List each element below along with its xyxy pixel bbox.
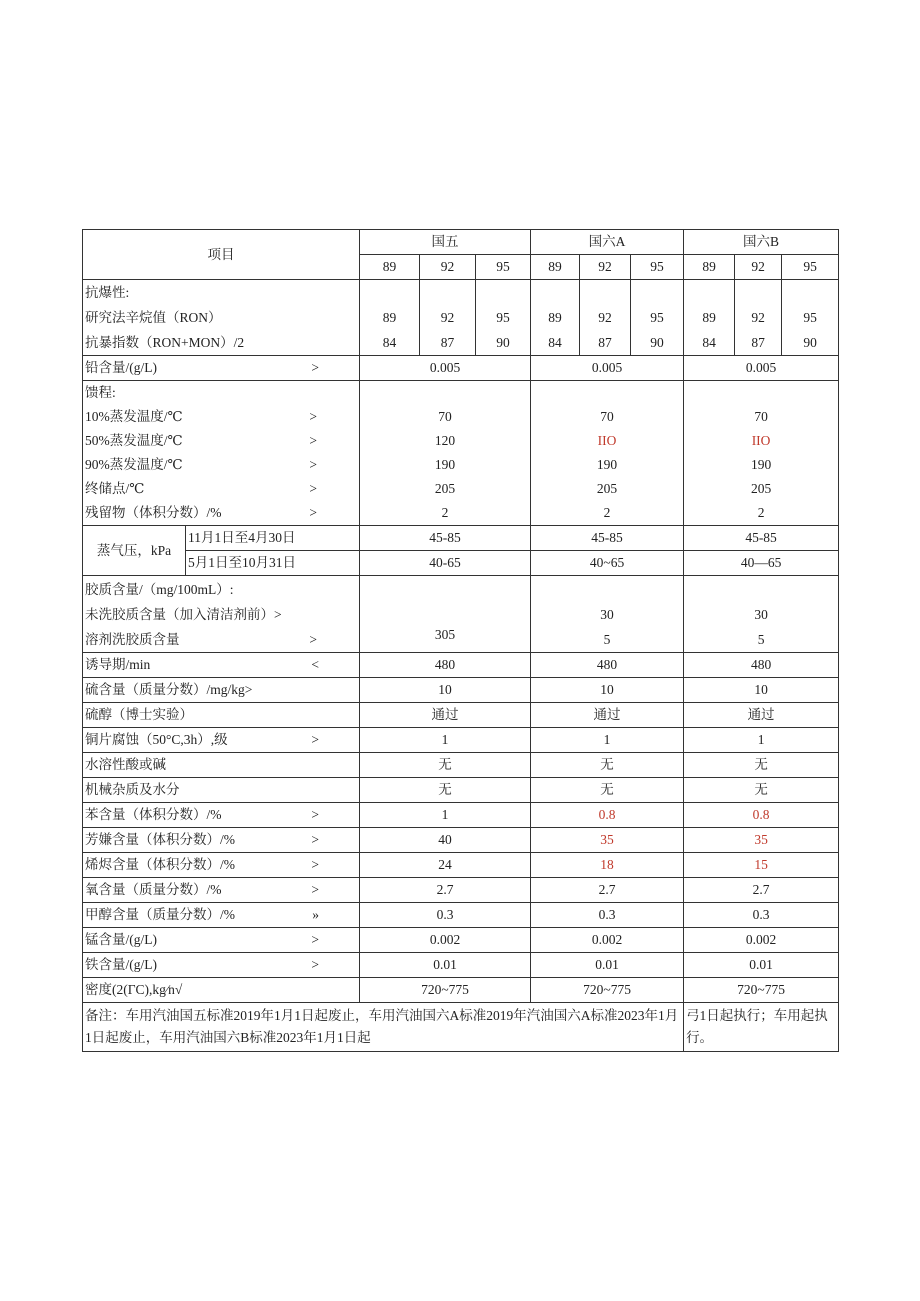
antiknock-cell: 89 84 <box>684 280 735 356</box>
cell-g6a: 无 <box>531 778 684 803</box>
dist-10-label: 10%蒸发温度/℃ > <box>85 409 317 424</box>
antiknock-title: 抗爆性: <box>85 285 130 300</box>
note-text: 备注：车用汽油国五标准2019年1月1日起废止，车用汽油国六A标准2019年汽油国六A标准2023年1月1日起废止，车用汽油国六B标准2023年1月1日起 <box>83 1003 684 1052</box>
cell-g6a: 0.8 <box>531 803 684 828</box>
cell-g5: 480 <box>360 653 531 678</box>
row-label: 硫含量（质量分数）/mg/kg> <box>83 678 360 703</box>
table-row <box>83 728 839 753</box>
gum-labels <box>83 576 360 653</box>
row-label: 水溶性酸或碱 <box>83 753 360 778</box>
row-label: 氧含量（质量分数）/% > <box>83 878 360 903</box>
table-row <box>83 928 839 953</box>
cell-g6a: 无 <box>531 753 684 778</box>
antiknock-row <box>83 280 839 356</box>
header-group-g5: 国五 <box>360 230 531 255</box>
cell-g6b: 0.01 <box>684 953 839 978</box>
cell-g6a: 通过 <box>531 703 684 728</box>
table-row <box>83 753 839 778</box>
row-label: 苯含量（体积分数）/% > <box>83 803 360 828</box>
antiknock-cell: 92 87 <box>580 280 631 356</box>
antiknock-cell: 95 90 <box>782 280 839 356</box>
table-row <box>83 953 839 978</box>
cell-g6a: 480 <box>531 653 684 678</box>
header-group-g6a: 国六A <box>531 230 684 255</box>
density-g5: 720~775 <box>360 978 531 1003</box>
gum-g6b: 30 5 <box>684 576 839 653</box>
gasoline-standards-table <box>82 229 839 1052</box>
note-right: 弓1日起执行；车用起执行。 <box>684 1003 839 1052</box>
table-row <box>83 703 839 728</box>
cell-g6b: 0.002 <box>684 928 839 953</box>
table-row <box>83 678 839 703</box>
antiknock-cell: 92 87 <box>420 280 476 356</box>
density-g6a: 720~775 <box>531 978 684 1003</box>
antiknock-cell: 95 90 <box>476 280 531 356</box>
cell-g5: 无 <box>360 778 531 803</box>
vapor-row-summer <box>83 551 839 576</box>
lead-g5: 0.005 <box>360 356 531 381</box>
distillation-g5: 70 120 190 205 2 <box>360 381 531 526</box>
vapor-summer-g5: 40-65 <box>360 551 531 576</box>
antiknock-cell: 92 87 <box>735 280 782 356</box>
grade-cell: 92 <box>580 255 631 280</box>
ron-label: 研究法辛烷值（RON） <box>85 310 222 325</box>
table-row <box>83 778 839 803</box>
cell-g5: 24 <box>360 853 531 878</box>
cell-g6b: 0.3 <box>684 903 839 928</box>
grade-cell: 89 <box>684 255 735 280</box>
grade-cell: 89 <box>531 255 580 280</box>
row-label: 机械杂质及水分 <box>83 778 360 803</box>
gum-washed-label: 溶剂洗胶质含量 > <box>85 631 317 647</box>
distillation-g6a: 70 IIO 190 205 2 <box>531 381 684 526</box>
row-label: 诱导期/min < <box>83 653 360 678</box>
lead-row <box>83 356 839 381</box>
cell-g6b: 35 <box>684 828 839 853</box>
cell-g5: 通过 <box>360 703 531 728</box>
grade-cell: 95 <box>782 255 839 280</box>
note-row <box>83 1003 839 1052</box>
row-label: 硫醇（博士实验） <box>83 703 360 728</box>
cell-g5: 0.3 <box>360 903 531 928</box>
table-row <box>83 903 839 928</box>
row-label: 铁含量/(g/L) > <box>83 953 360 978</box>
distillation-title: 馈程: <box>85 385 116 400</box>
table-row <box>83 853 839 878</box>
cell-g5: 10 <box>360 678 531 703</box>
cell-g6a: 2.7 <box>531 878 684 903</box>
cell-g5: 0.002 <box>360 928 531 953</box>
table-row <box>83 653 839 678</box>
cell-g6b: 15 <box>684 853 839 878</box>
cell-g6a: 10 <box>531 678 684 703</box>
row-label: 芳嫌含量（体积分数）/% > <box>83 828 360 853</box>
density-row <box>83 978 839 1003</box>
dist-90-label: 90%蒸发温度/℃ > <box>85 457 317 472</box>
lead-g6b: 0.005 <box>684 356 839 381</box>
gum-g6a: 30 5 <box>531 576 684 653</box>
cell-g6b: 480 <box>684 653 839 678</box>
cell-g5: 1 <box>360 728 531 753</box>
distillation-row <box>83 381 839 526</box>
row-label: 铜片腐蚀（50°C,3h）,级 > <box>83 728 360 753</box>
antiknock-cell: 89 84 <box>531 280 580 356</box>
cell-g6b: 0.8 <box>684 803 839 828</box>
vapor-label: 蒸气压，kPa <box>83 526 186 576</box>
dist-50-label: 50%蒸发温度/℃ > <box>85 433 317 448</box>
row-label: 烯烬含量（体积分数）/% > <box>83 853 360 878</box>
cell-g5: 1 <box>360 803 531 828</box>
vapor-summer-g6a: 40~65 <box>531 551 684 576</box>
gum-title: 胶质含量/（mg/100mL）: <box>85 581 234 597</box>
row-label: 锰含量/(g/L) > <box>83 928 360 953</box>
grade-cell: 95 <box>631 255 684 280</box>
distillation-g6b: 70 IIO 190 205 2 <box>684 381 839 526</box>
cell-g5: 2.7 <box>360 878 531 903</box>
dist-end-label: 终储点/℃ > <box>85 481 317 496</box>
gum-row <box>83 576 839 653</box>
dist-residue-label: 残留物（体积分数）/% > <box>85 505 317 520</box>
table-row <box>83 878 839 903</box>
antiknock-labels <box>83 280 360 356</box>
density-g6b: 720~775 <box>684 978 839 1003</box>
vapor-winter-period: 11月1日至4月30日 <box>186 526 360 551</box>
vapor-winter-g5: 45-85 <box>360 526 531 551</box>
vapor-winter-g6a: 45-85 <box>531 526 684 551</box>
cell-g6b: 2.7 <box>684 878 839 903</box>
lead-g6a: 0.005 <box>531 356 684 381</box>
distillation-labels <box>83 381 360 526</box>
table-row <box>83 803 839 828</box>
table-row <box>83 828 839 853</box>
row-label: 甲醇含量（质量分数）/% » <box>83 903 360 928</box>
aki-label: 抗暴指数（RON+MON）/2 <box>85 335 245 350</box>
vapor-summer-period: 5月1日至10月31日 <box>186 551 360 576</box>
density-label: 密度(2(ΓC),kg∕n√ <box>83 978 360 1003</box>
grade-cell: 89 <box>360 255 420 280</box>
cell-g5: 无 <box>360 753 531 778</box>
gum-g5: 305 <box>360 576 531 653</box>
grade-cell: 95 <box>476 255 531 280</box>
vapor-summer-g6b: 40—65 <box>684 551 839 576</box>
cell-g6b: 无 <box>684 753 839 778</box>
header-item: 项目 <box>83 230 360 280</box>
header-group-g6b: 国六B <box>684 230 839 255</box>
cell-g6a: 0.3 <box>531 903 684 928</box>
cell-g5: 40 <box>360 828 531 853</box>
cell-g6b: 无 <box>684 778 839 803</box>
cell-g6a: 0.002 <box>531 928 684 953</box>
cell-g5: 0.01 <box>360 953 531 978</box>
cell-g6a: 35 <box>531 828 684 853</box>
cell-g6b: 1 <box>684 728 839 753</box>
vapor-row-winter <box>83 526 839 551</box>
antiknock-cell: 89 84 <box>360 280 420 356</box>
cell-g6a: 18 <box>531 853 684 878</box>
cell-g6b: 10 <box>684 678 839 703</box>
antiknock-cell: 95 90 <box>631 280 684 356</box>
header-row <box>83 230 839 255</box>
gasoline-standards-sheet <box>82 229 838 1052</box>
cell-g6a: 1 <box>531 728 684 753</box>
vapor-winter-g6b: 45-85 <box>684 526 839 551</box>
cell-g6b: 通过 <box>684 703 839 728</box>
cell-g6a: 0.01 <box>531 953 684 978</box>
grade-cell: 92 <box>420 255 476 280</box>
lead-label: 铅含量/(g/L) > <box>83 356 360 381</box>
gum-unwashed-label: 未洗胶质含量（加入清洁剂前）> <box>85 606 282 622</box>
grade-cell: 92 <box>735 255 782 280</box>
